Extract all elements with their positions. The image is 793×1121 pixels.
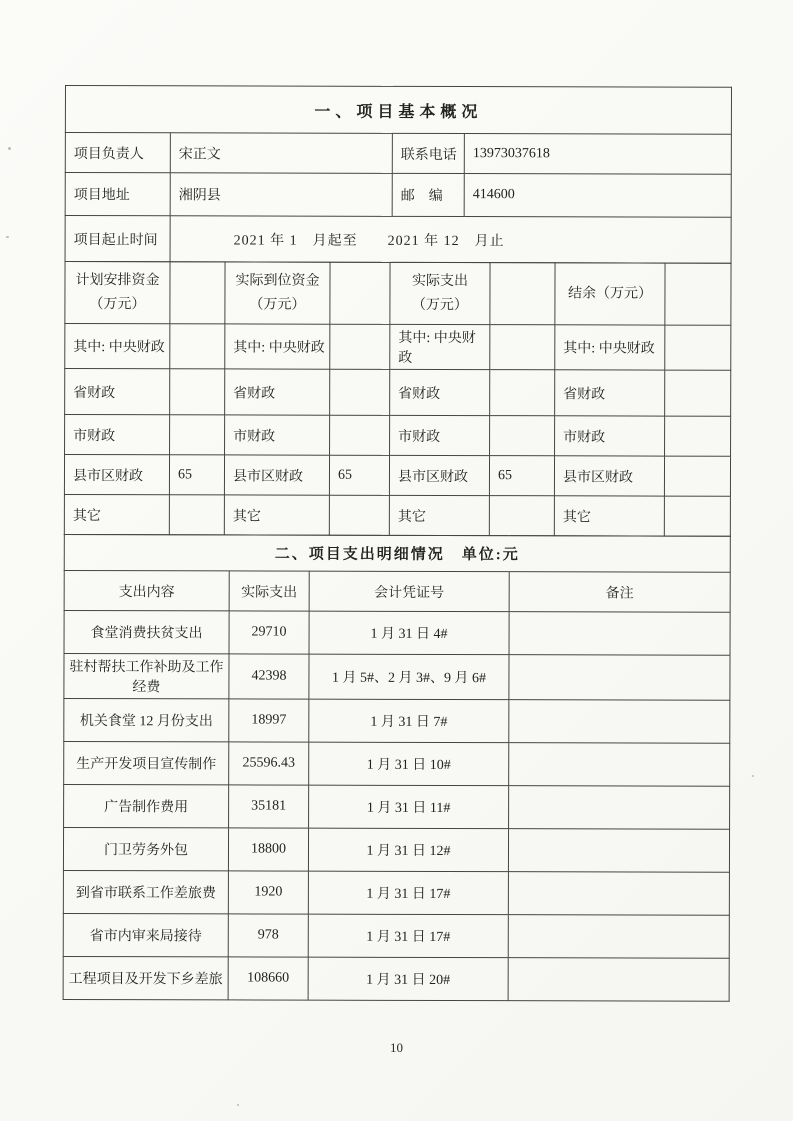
funds-header-spacer	[490, 263, 555, 325]
expense-note	[509, 655, 730, 701]
funds-value-cell	[490, 370, 555, 416]
funds-row	[64, 494, 730, 536]
expense-content: 食堂消费扶贫支出	[64, 610, 229, 653]
postal-value: 414600	[464, 174, 731, 218]
postal-label: 邮 编	[392, 173, 464, 216]
expense-row	[63, 956, 729, 1001]
scan-speck	[752, 775, 754, 777]
table-row	[65, 133, 731, 175]
funds-value-cell	[664, 456, 730, 496]
funds-value-cell	[665, 370, 731, 416]
funds-row-label: 市财政	[65, 415, 170, 455]
expense-row	[63, 870, 729, 915]
funds-value-cell: 65	[169, 455, 224, 495]
expense-note	[508, 915, 729, 959]
funds-row-label: 其中: 中央财政	[65, 324, 170, 369]
table-row	[65, 216, 731, 264]
section1-title: 一、项目基本概况	[65, 86, 731, 135]
expense-content: 驻村帮扶工作补助及工作经费	[64, 653, 229, 698]
expense-row	[63, 827, 729, 872]
leader-value: 宋正文	[170, 133, 392, 174]
funds-value-cell	[664, 496, 730, 536]
expense-content: 到省市联系工作差旅费	[63, 870, 228, 913]
scan-speck	[8, 147, 11, 150]
funds-value-cell	[170, 415, 225, 455]
funds-value-cell	[490, 325, 555, 370]
expense-content: 机关食堂 12 月份支出	[64, 698, 229, 741]
funds-row-label: 县市区财政	[554, 456, 664, 496]
expense-row	[64, 698, 730, 743]
expense-voucher: 1 月 5#、2 月 3#、9 月 6#	[309, 654, 509, 700]
expense-content: 省市内审来局接待	[63, 913, 228, 956]
phone-value: 13973037618	[464, 134, 731, 175]
table-row	[64, 534, 730, 572]
phone-label: 联系电话	[392, 133, 464, 173]
address-label: 项目地址	[65, 173, 170, 216]
section2-title: 二、项目支出明细情况 单位:元	[64, 534, 730, 572]
funds-value-cell	[170, 369, 225, 415]
funds-value-cell: 65	[489, 456, 554, 496]
funds-row-label: 省财政	[65, 369, 170, 415]
funds-row	[65, 369, 731, 417]
expense-note	[508, 829, 729, 873]
funds-value-cell	[489, 496, 554, 536]
expense-amount: 29710	[229, 611, 309, 654]
funds-row-label: 其它	[389, 495, 489, 535]
expense-amount: 42398	[229, 654, 309, 699]
expense-note	[509, 743, 730, 787]
funds-value-cell	[665, 416, 731, 456]
funds-row-label: 县市区财政	[64, 455, 169, 495]
expense-amount: 108660	[228, 957, 308, 1000]
funds-row-label: 其它	[554, 496, 664, 536]
table-row	[65, 86, 731, 135]
expense-row	[64, 741, 730, 786]
expense-voucher: 1 月 31 日 17#	[308, 871, 508, 915]
expense-amount: 1920	[228, 871, 308, 914]
expense-amount: 18800	[228, 828, 308, 871]
funds-header-row	[65, 262, 731, 326]
expense-row	[64, 653, 730, 700]
expense-content: 工程项目及开发下乡差旅	[63, 956, 228, 999]
funds-row	[65, 415, 731, 457]
funds-row-label: 市财政	[390, 415, 490, 455]
expense-content: 生产开发项目宣传制作	[64, 741, 229, 784]
funds-header-spacer	[170, 262, 225, 324]
expense-note	[508, 872, 729, 916]
funds-row-label: 市财政	[225, 415, 330, 455]
funds-row-label: 其它	[224, 495, 329, 535]
address-value: 湘阴县	[170, 173, 392, 217]
funds-header-received: 实际到位资金 （万元）	[225, 262, 330, 324]
funds-header-planned: 计划安排资金 （万元）	[65, 262, 170, 324]
funds-row-label: 县市区财政	[224, 455, 329, 495]
expense-voucher: 1 月 31 日 10#	[309, 742, 509, 786]
expense-voucher: 1 月 31 日 4#	[309, 611, 509, 655]
expense-amount: 978	[228, 914, 308, 957]
funds-value-cell	[330, 324, 390, 369]
funds-row-label: 省财政	[555, 370, 665, 416]
funds-value-cell	[665, 325, 731, 370]
expense-content: 门卫劳务外包	[63, 827, 228, 870]
col-header-voucher: 会计凭证号	[309, 571, 509, 612]
basic-info-table	[65, 85, 732, 264]
expense-voucher: 1 月 31 日 11#	[309, 785, 509, 829]
funds-value-cell	[170, 324, 225, 369]
expense-amount: 18997	[229, 699, 309, 742]
funds-table	[64, 261, 732, 537]
funds-value-cell	[490, 416, 555, 456]
funds-value-cell	[330, 369, 390, 415]
funds-row-label: 县市区财政	[389, 455, 489, 495]
funds-value-cell	[329, 495, 389, 535]
funds-row	[65, 324, 731, 371]
col-header-note: 备注	[509, 572, 730, 613]
scan-speck	[237, 1104, 239, 1106]
expense-voucher: 1 月 31 日 12#	[308, 828, 508, 872]
col-header-amount: 实际支出	[229, 571, 309, 611]
funds-row-label: 其中: 中央财政	[225, 324, 330, 369]
duration-label: 项目起止时间	[65, 216, 170, 262]
funds-value-cell	[330, 415, 390, 455]
funds-header-spacer	[330, 262, 390, 324]
funds-row	[64, 455, 730, 497]
expense-row	[64, 784, 730, 829]
funds-row-label: 省财政	[225, 369, 330, 415]
expense-voucher: 1 月 31 日 17#	[308, 914, 508, 958]
expense-amount: 35181	[229, 785, 309, 828]
funds-row-label: 其它	[64, 494, 169, 534]
expense-row	[63, 913, 729, 958]
expense-amount: 25596.43	[229, 742, 309, 785]
funds-header-spent: 实际支出 （万元）	[390, 262, 490, 324]
funds-header-balance: 结余（万元）	[555, 263, 665, 325]
expense-note	[509, 700, 730, 744]
funds-value-cell	[169, 495, 224, 535]
leader-label: 项目负责人	[65, 133, 170, 173]
page-number: 10	[390, 1040, 403, 1055]
expense-voucher: 1 月 31 日 7#	[309, 699, 509, 743]
expense-content: 广告制作费用	[64, 784, 229, 827]
scan-speck	[6, 236, 9, 238]
expense-row	[64, 610, 730, 655]
expenditure-header-row	[64, 570, 730, 612]
expense-note	[509, 786, 730, 830]
form-content	[63, 85, 731, 1002]
expense-note	[509, 612, 730, 656]
duration-value: 2021 年 1 月起至 2021 年 12 月止	[170, 216, 731, 263]
funds-row-label: 其中: 中央财政	[390, 324, 490, 369]
funds-value-cell: 65	[329, 455, 389, 495]
funds-header-spacer	[665, 263, 731, 325]
funds-row-label: 其中: 中央财政	[555, 325, 665, 370]
expense-note	[508, 958, 729, 1002]
col-header-content: 支出内容	[64, 570, 229, 610]
expenditure-table	[63, 534, 731, 1002]
expense-voucher: 1 月 31 日 20#	[308, 957, 508, 1001]
table-row	[65, 173, 731, 218]
funds-row-label: 市财政	[555, 416, 665, 456]
funds-row-label: 省财政	[390, 369, 490, 415]
